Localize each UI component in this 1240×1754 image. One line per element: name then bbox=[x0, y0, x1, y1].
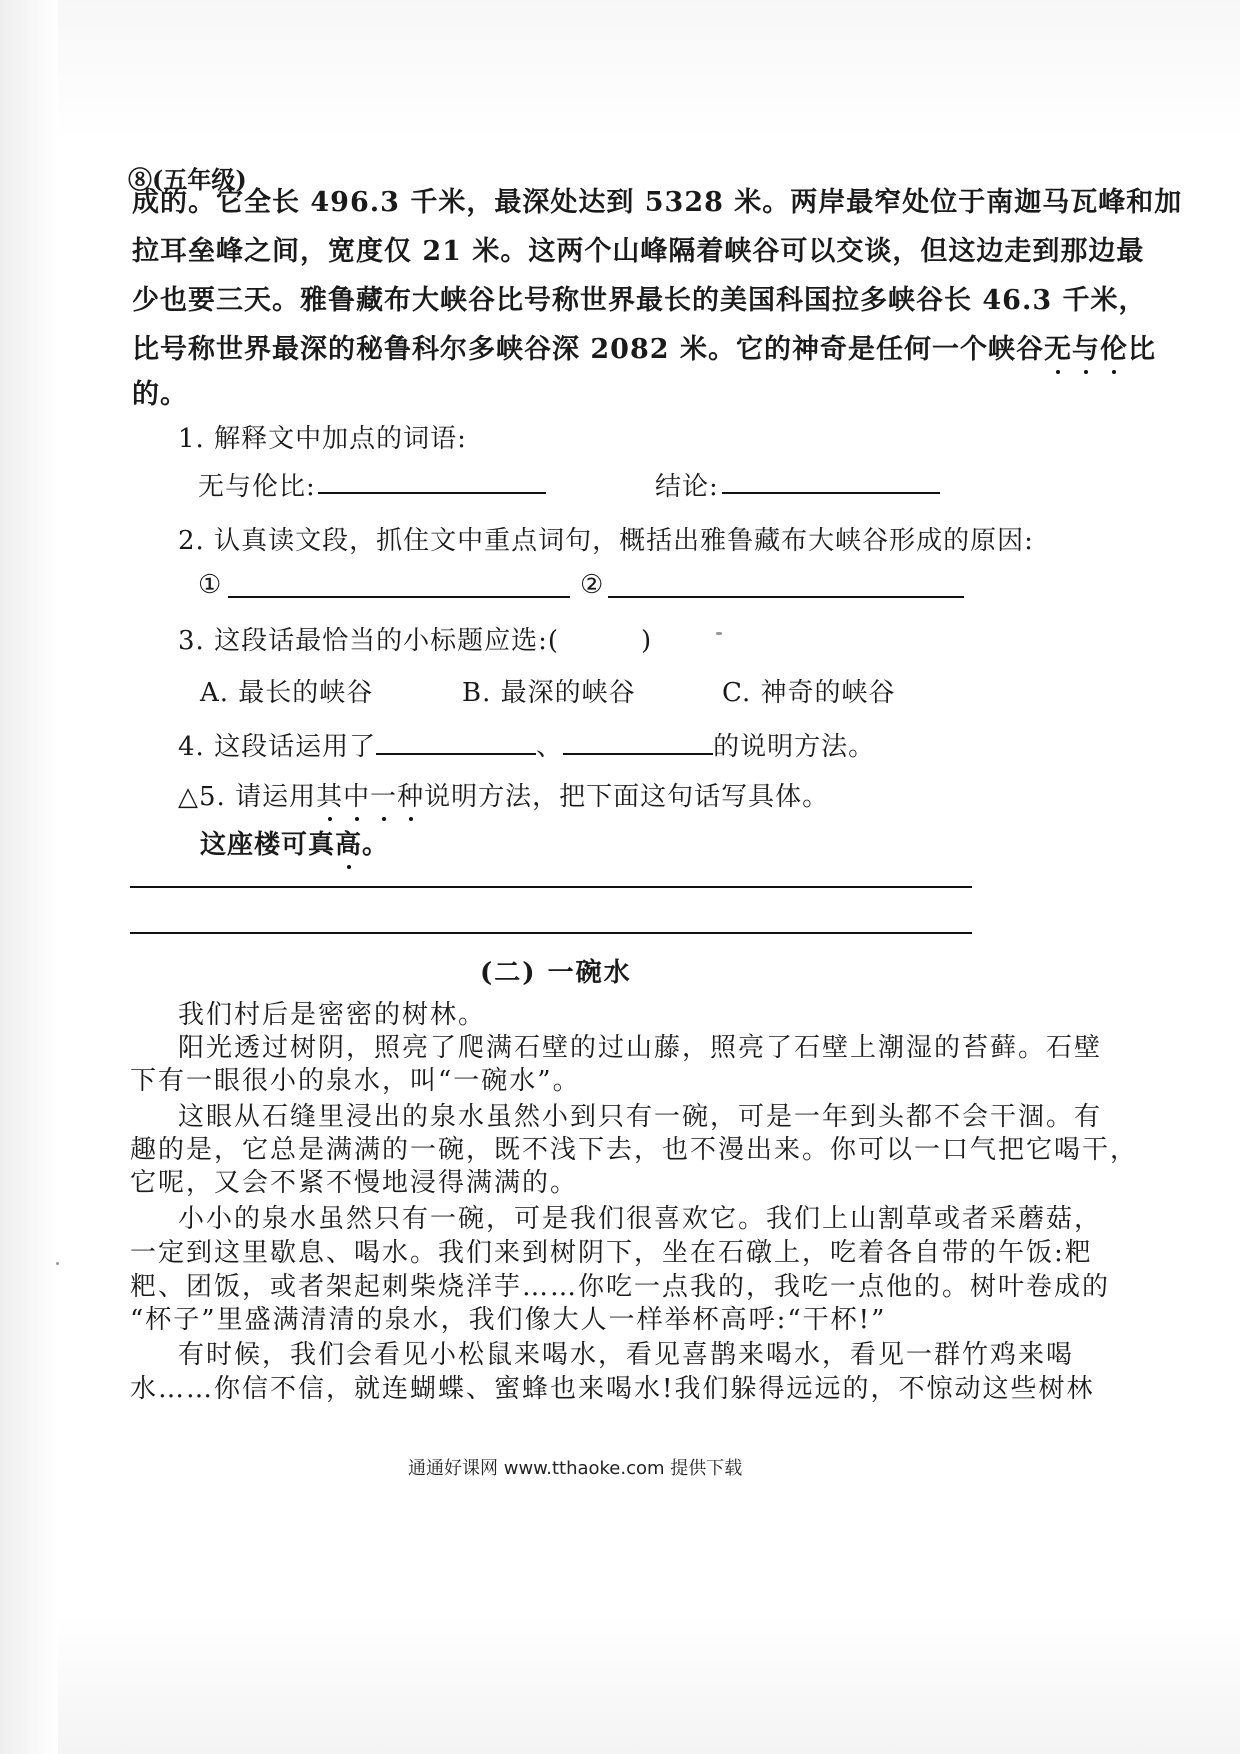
q4-prefix: 4. 这段话运用了 bbox=[178, 732, 377, 762]
question-5 bbox=[178, 776, 829, 813]
q1-answer-blank-2[interactable] bbox=[722, 488, 940, 494]
question-2: 2. 认真读文段，抓住文中重点词句，概括出雅鲁藏布大峡谷形成的原因: bbox=[178, 526, 1034, 556]
section2-line-12: 水……你信不信，就连蝴蝶、蜜蜂也来喝水!我们躲得远远的，不惊动这些树林 bbox=[130, 1374, 1095, 1404]
scan-speck bbox=[716, 632, 722, 635]
footer-source: 通通好课网 www.tthaoke.com 提供下载 bbox=[408, 1458, 743, 1479]
q3-option-b: B. 最深的峡谷 bbox=[462, 678, 636, 708]
passage1-line-3: 少也要三天。雅鲁藏布大峡谷比号称世界最长的美国科国拉多峡谷长 46.3 千米， bbox=[132, 285, 1147, 316]
emphasized-char: 伦 bbox=[1100, 327, 1128, 366]
q5-dotted-char: 其 bbox=[316, 776, 343, 813]
q5-sentence-post: 。 bbox=[362, 830, 390, 860]
passage1-line-4: 比号称世界最深的秘鲁科尔多峡谷深 2082 米。它的神奇是任何一个峡谷无与伦比 bbox=[132, 327, 1156, 366]
q1-term2-label: 结论: bbox=[655, 472, 719, 502]
question-3-text: 3. 这段话最恰当的小标题应选:( bbox=[178, 626, 559, 656]
question-1: 1. 解释文中加点的词语: bbox=[178, 424, 467, 454]
question-3-close: ) bbox=[640, 626, 653, 656]
passage1-line-5: 的。 bbox=[132, 379, 188, 410]
q4-suffix: 的说明方法。 bbox=[713, 732, 876, 762]
section2-line-6: 它呢，又会不紧不慢地浸得满满的。 bbox=[130, 1168, 579, 1198]
q5-suffix: 说明方法，把下面这句话写具体。 bbox=[424, 782, 830, 812]
section2-line-4: 这眼从石缝里浸出的泉水虽然小到只有一碗，可是一年到头都不会干涸。有 bbox=[178, 1102, 1103, 1132]
q1-term1-label: 无与伦比: bbox=[198, 472, 316, 502]
q5-answer-line-1[interactable] bbox=[130, 886, 972, 888]
q5-dotted-words bbox=[316, 782, 424, 812]
q2-mark-2: ② bbox=[580, 570, 605, 600]
grade-label: ⑧(五年级) bbox=[128, 165, 247, 194]
q5-dotted-char: 一 bbox=[370, 776, 397, 813]
scan-shadow bbox=[0, 0, 58, 1754]
q5-sentence-dotted: 高 bbox=[335, 824, 362, 861]
q1-answer-blank-1[interactable] bbox=[318, 488, 546, 494]
q5-sentence-pre: 这座楼可真 bbox=[200, 830, 336, 860]
section2-line-7: 小小的泉水虽然只有一碗，可是我们很喜欢它。我们上山割草或者采蘑菇， bbox=[178, 1204, 1103, 1234]
q3-option-c: C. 神奇的峡谷 bbox=[722, 678, 896, 708]
q5-dotted-char: 种 bbox=[397, 776, 424, 813]
emphasized-char: 与 bbox=[1072, 327, 1100, 366]
q5-dotted-char: 中 bbox=[343, 776, 370, 813]
q2-answer-blank-1[interactable] bbox=[228, 592, 570, 598]
section2-line-3: 下有一眼很小的泉水，叫“一碗水”。 bbox=[130, 1066, 581, 1096]
section2-line-2: 阳光透过树阴，照亮了爬满石壁的过山藤，照亮了石壁上潮湿的苔藓。石壁 bbox=[178, 1033, 1103, 1063]
emphasized-char: 无 bbox=[1044, 327, 1072, 366]
passage1-line-4-text: 比号称世界最深的秘鲁科尔多峡谷深 2082 米。它的神奇是任何一个峡谷 bbox=[132, 334, 1044, 365]
emphasized-term bbox=[1044, 334, 1128, 365]
passage1-line-1: 成的。它全长 496.3 千米，最深处达到 5328 米。两岸最窄处位于南迦马瓦峰和加 bbox=[132, 187, 1183, 218]
section2-line-8: 一定到这里歇息、喝水。我们来到树阴下，坐在石礅上，吃着各自带的午饭:粑 bbox=[130, 1238, 1093, 1268]
q5-answer-line-2[interactable] bbox=[130, 932, 972, 934]
q3-option-a: A. 最长的峡谷 bbox=[200, 678, 374, 708]
q5-prefix: △5. 请运用 bbox=[178, 782, 317, 812]
scan-speck bbox=[56, 1262, 59, 1265]
q2-mark-1: ① bbox=[198, 570, 223, 600]
section2-line-11: 有时候，我们会看见小松鼠来喝水，看见喜鹊来喝水，看见一群竹鸡来喝 bbox=[178, 1340, 1075, 1370]
question-3 bbox=[178, 620, 652, 657]
q4-separator: 、 bbox=[536, 732, 564, 762]
section2-line-5: 趣的是，它总是满满的一碗，既不浅下去，也不漫出来。你可以一口气把它喝干， bbox=[130, 1135, 1139, 1165]
section2-line-9: 粑、团饭，或者架起刺柴烧洋芋……你吃一点我的，我吃一点他的。树叶卷成的 bbox=[130, 1272, 1111, 1302]
question-4 bbox=[178, 726, 875, 763]
section2-line-1: 我们村后是密密的树林。 bbox=[178, 1000, 487, 1030]
q4-answer-blank-2[interactable] bbox=[563, 749, 713, 755]
q2-answer-blank-2[interactable] bbox=[608, 592, 964, 598]
section2-title: (二) 一碗水 bbox=[480, 958, 632, 988]
q4-answer-blank-1[interactable] bbox=[376, 749, 536, 755]
passage1-line-2: 拉耳垒峰之间，宽度仅 21 米。这两个山峰隔着峡谷可以交谈，但这边走到那边最 bbox=[132, 236, 1145, 267]
q5-sentence bbox=[200, 824, 389, 861]
section2-line-10: “杯子”里盛满清清的泉水，我们像大人一样举杯高呼:“干杯!” bbox=[130, 1305, 887, 1335]
